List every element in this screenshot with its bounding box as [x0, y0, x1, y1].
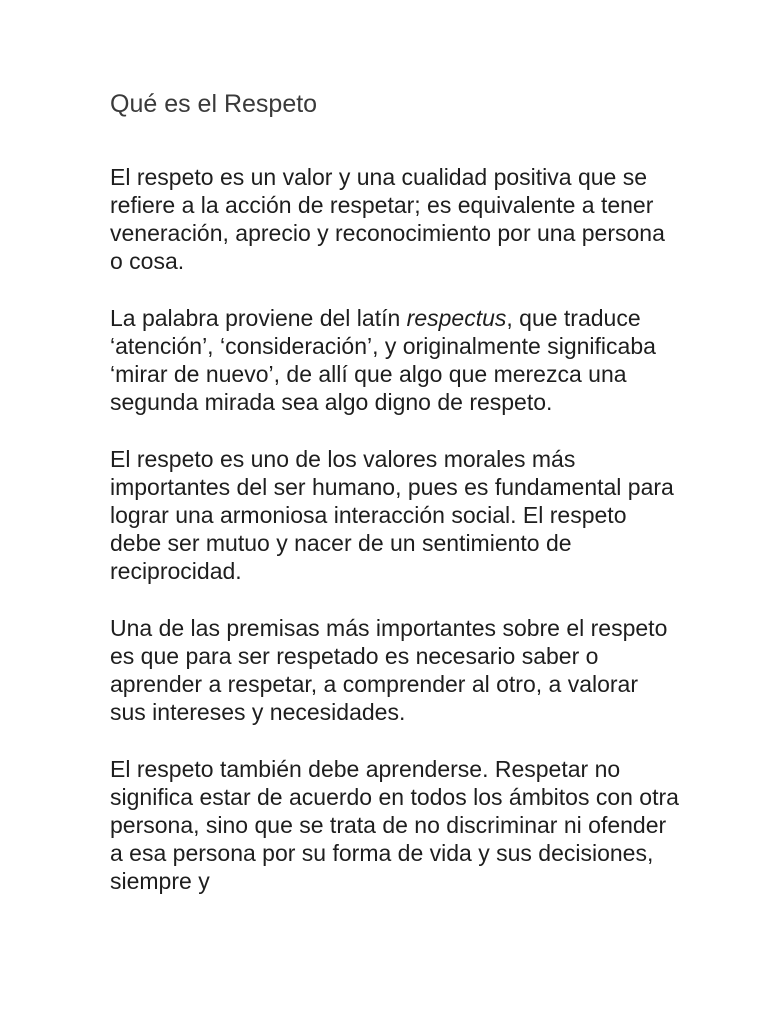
paragraph-premise: Una de las premisas más importantes sobre el respeto es que para ser respetado es necesario saber o aprender a respetar, a comprender al otro, a valorar sus intereses y necesidades. [110, 615, 668, 725]
paragraph-etymology [110, 304, 680, 416]
document-title: Qué es el Respeto [110, 90, 318, 118]
latin-term: respectus [406, 305, 507, 331]
etymology-text-before: La palabra proviene del latín [110, 305, 407, 331]
etymology-text-after: , que traduce ‘atención’, ‘consideración’, y originalmente significaba ‘mirar de nuevo’, de allí que algo que merezca una segunda mirada sea algo digno de respeto. [110, 305, 656, 415]
paragraph-learning: El respeto también debe aprenderse. Respetar no significa estar de acuerdo en todos los ámbitos con otra persona, sino que se trata de no discriminar ni ofender a esa persona por su forma de vida y sus decisiones, siempre y [110, 756, 679, 894]
document-body [110, 88, 680, 924]
paragraph-definition: El respeto es un valor y una cualidad positiva que se refiere a la acción de respetar; es equivalente a tener veneración, aprecio y reconocimiento por una persona o cosa. [110, 164, 665, 274]
paragraph-moral-value: El respeto es uno de los valores morales más importantes del ser humano, pues es fundamental para lograr una armoniosa interacción social. El respeto debe ser mutuo y nacer de un sentimiento de reciprocidad. [110, 446, 674, 584]
